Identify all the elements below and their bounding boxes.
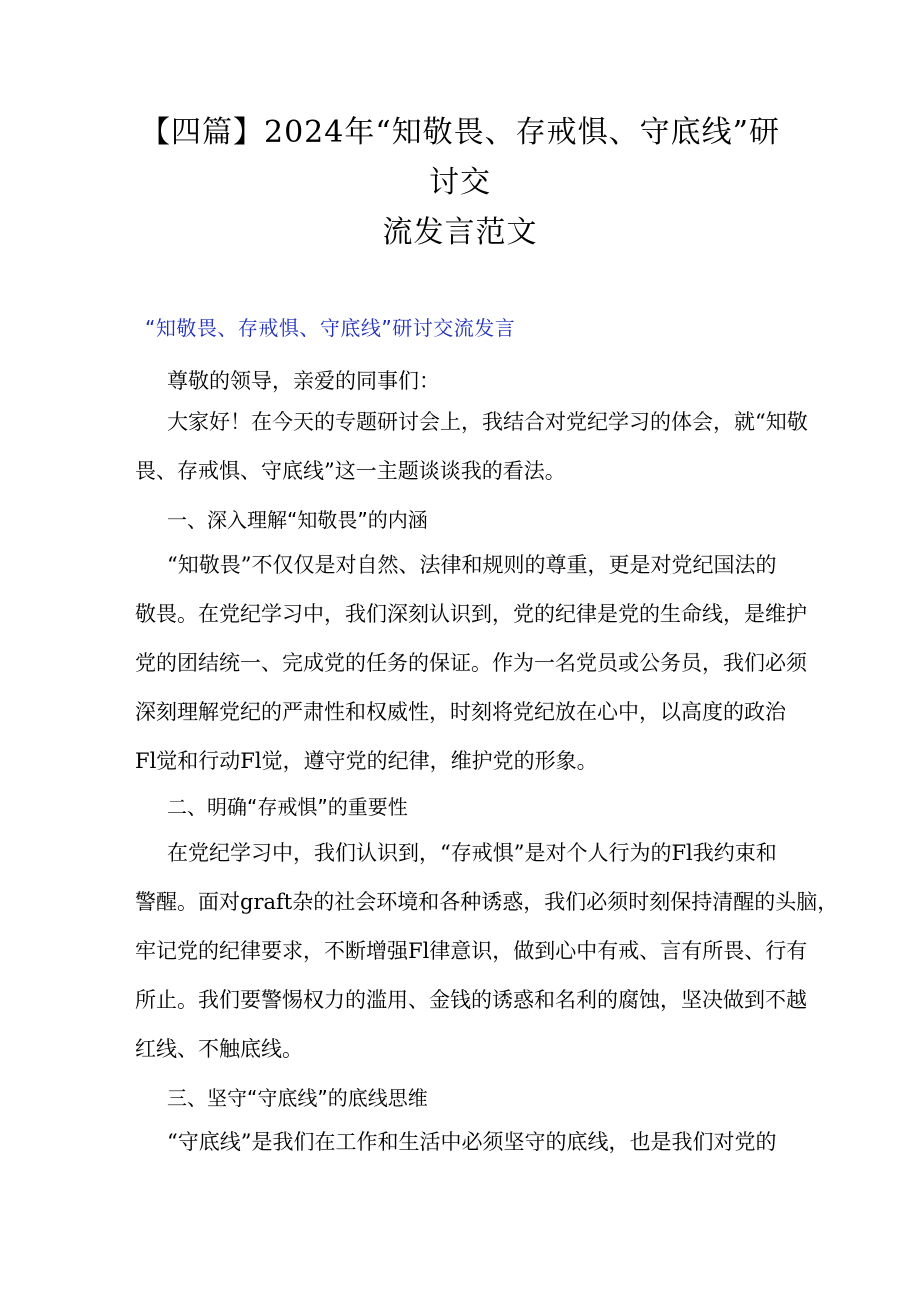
- section1-line: 敬畏。在党纪学习中，我们深刻认识到，党的纪律是党的生命线，是维护: [135, 602, 807, 626]
- title-line-2: 流发言范文: [382, 215, 538, 250]
- section1-line: Fl觉和行动Fl觉，遵守党的纪律，维护党的形象。: [135, 749, 598, 773]
- section1-paragraph: [135, 541, 807, 786]
- section1-line: “知敬畏”不仅仅是对自然、法律和规则的尊重，更是对党纪国法的: [167, 553, 777, 577]
- section2-paragraph: [135, 829, 839, 1074]
- title-line-1: 【四篇】2024年“知敬畏、存戒惧、守底线”研讨交: [139, 115, 781, 200]
- document-title: [130, 108, 790, 258]
- greeting-text: 尊敬的领导，亲爱的同事们：: [167, 369, 440, 393]
- section1-line: 党的团结统一、完成党的任务的保证。作为一名党员或公务员，我们必须: [135, 651, 807, 675]
- section2-line: 所止。我们要警惕权力的滥用、金钱的诱惑和名利的腐蚀，坚决做到不越: [135, 988, 807, 1012]
- section3-line: “守底线”是我们在工作和生活中必须坚守的底线，也是我们对党的: [167, 1130, 777, 1154]
- section1-heading: 一、深入理解“知敬畏”的内涵: [167, 508, 428, 532]
- intro-paragraph: [135, 398, 808, 496]
- speech-subtitle: “知敬畏、存戒惧、守底线”研讨交流发言: [145, 316, 516, 340]
- section2-line: 警醒。面对graft杂的社会环境和各种诱惑，我们必须时刻保持清醒的头脑，: [135, 890, 839, 914]
- section2-line: 红线、不触底线。: [135, 1037, 303, 1061]
- section1-line: 深刻理解党纪的严肃性和权威性，时刻将党纪放在心中，以高度的政治: [135, 700, 786, 724]
- section3-paragraph: [135, 1118, 787, 1167]
- intro-line: 大家好！在今天的专题研讨会上，我结合对党纪学习的体会，就“知敬: [167, 410, 808, 434]
- intro-line: 畏、存戒惧、守底线”这一主题谈谈我的看法。: [135, 459, 566, 483]
- section2-heading: 二、明确“存戒惧”的重要性: [167, 795, 408, 819]
- section2-line: 牢记党的纪律要求，不断增强Fl律意识，做到心中有戒、言有所畏、行有: [135, 939, 808, 963]
- section2-line: 在党纪学习中，我们认识到，“存戒惧”是对个人行为的Fl我约束和: [167, 841, 777, 865]
- section3-heading: 三、坚守“守底线”的底线思维: [167, 1086, 428, 1110]
